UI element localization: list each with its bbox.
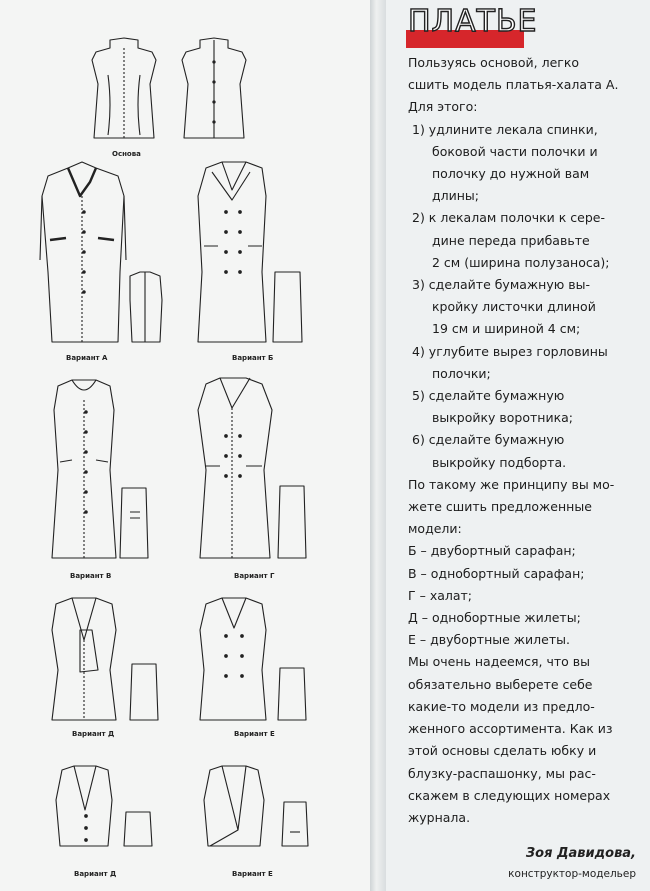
- caption-variant-v: Вариант В: [70, 572, 112, 580]
- step-line: дине переда прибавьте: [432, 232, 590, 248]
- page-fold: [370, 0, 386, 891]
- author-role: конструктор-модельер: [508, 868, 636, 880]
- models-intro-line: По такому же принципу вы мо-: [408, 476, 615, 492]
- closing-line: скажем в следующих номерах: [408, 787, 611, 803]
- caption-variant-d2: Вариант Д: [74, 870, 117, 878]
- step-line: 6) сделайте бумажную: [412, 432, 565, 448]
- model-line: Е – двубортные жилеты.: [408, 632, 570, 648]
- step-line: 2) к лекалам полочки к сере-: [412, 210, 605, 226]
- caption-variant-d1: Вариант Д: [72, 730, 115, 738]
- step-line: выкройку воротника;: [432, 410, 574, 426]
- base-front-sketch: [92, 38, 156, 138]
- variant-a-sketch: [40, 162, 162, 342]
- step-line: 2 см (ширина полузаноса);: [432, 254, 610, 270]
- title-block: [406, 4, 538, 48]
- closing-line: обязательно выберете себе: [408, 676, 593, 692]
- author-name: Зоя Давидова,: [525, 846, 636, 861]
- model-line: Д – однобортные жилеты;: [408, 610, 581, 626]
- intro-line: Пользуясь основой, легко: [408, 55, 580, 70]
- step-line: 19 см и шириной 4 см;: [432, 321, 581, 337]
- page-title: ПЛАТЬЕ: [408, 4, 538, 39]
- closing-line: блузку-распашонку, мы рас-: [408, 765, 596, 781]
- model-line: Г – халат;: [408, 587, 473, 603]
- step-line: полочку до нужной вам: [432, 166, 590, 182]
- variant-g-sketch: [198, 378, 306, 558]
- step-line: длины;: [432, 188, 480, 204]
- step-line: 5) сделайте бумажную: [412, 388, 565, 404]
- step-line: выкройку подборта.: [432, 454, 567, 470]
- step-line: 1) удлините лекала спинки,: [412, 121, 598, 137]
- caption-variant-a: Вариант А: [66, 354, 108, 362]
- variant-b-sketch: [198, 162, 302, 342]
- variant-d2-sketch: [56, 766, 152, 846]
- closing-line: Мы очень надеемся, что вы: [408, 654, 591, 670]
- step-line: полочки;: [432, 365, 491, 381]
- base-back-sketch: [182, 38, 246, 138]
- caption-variant-e1: Вариант Е: [234, 730, 275, 738]
- article-text: [408, 52, 640, 829]
- caption-osnova: Основа: [112, 150, 141, 158]
- step-line: 4) углубите вырез горловины: [412, 343, 608, 359]
- step-line: кройку листочки длиной: [432, 299, 596, 315]
- models-intro-line: модели:: [408, 521, 462, 537]
- variant-v-sketch: [52, 380, 148, 558]
- closing-line: какие-то модели из предло-: [408, 698, 595, 714]
- model-line: Б – двубортный сарафан;: [408, 543, 576, 559]
- step-line: боковой части полочки и: [432, 143, 598, 159]
- text-column: [386, 0, 650, 891]
- variant-e1-sketch: [200, 598, 306, 720]
- models-intro-line: жете сшить предложенные: [408, 499, 592, 515]
- closing-line: женного ассортимента. Как из: [408, 721, 613, 737]
- intro-line: сшить модель платья-халата А.: [408, 77, 619, 93]
- model-line: В – однобортный сарафан;: [408, 565, 585, 581]
- caption-variant-b: Вариант Б: [232, 354, 274, 362]
- caption-variant-e2: Вариант Е: [232, 870, 273, 878]
- variant-d1-sketch: [52, 598, 158, 720]
- caption-variant-g: Вариант Г: [234, 572, 275, 580]
- intro-line: Для этого:: [408, 99, 478, 115]
- closing-line: журнала.: [408, 809, 471, 825]
- variant-e2-sketch: [204, 766, 308, 846]
- closing-line: этой основы сделать юбку и: [408, 743, 597, 759]
- step-line: 3) сделайте бумажную вы-: [412, 277, 590, 293]
